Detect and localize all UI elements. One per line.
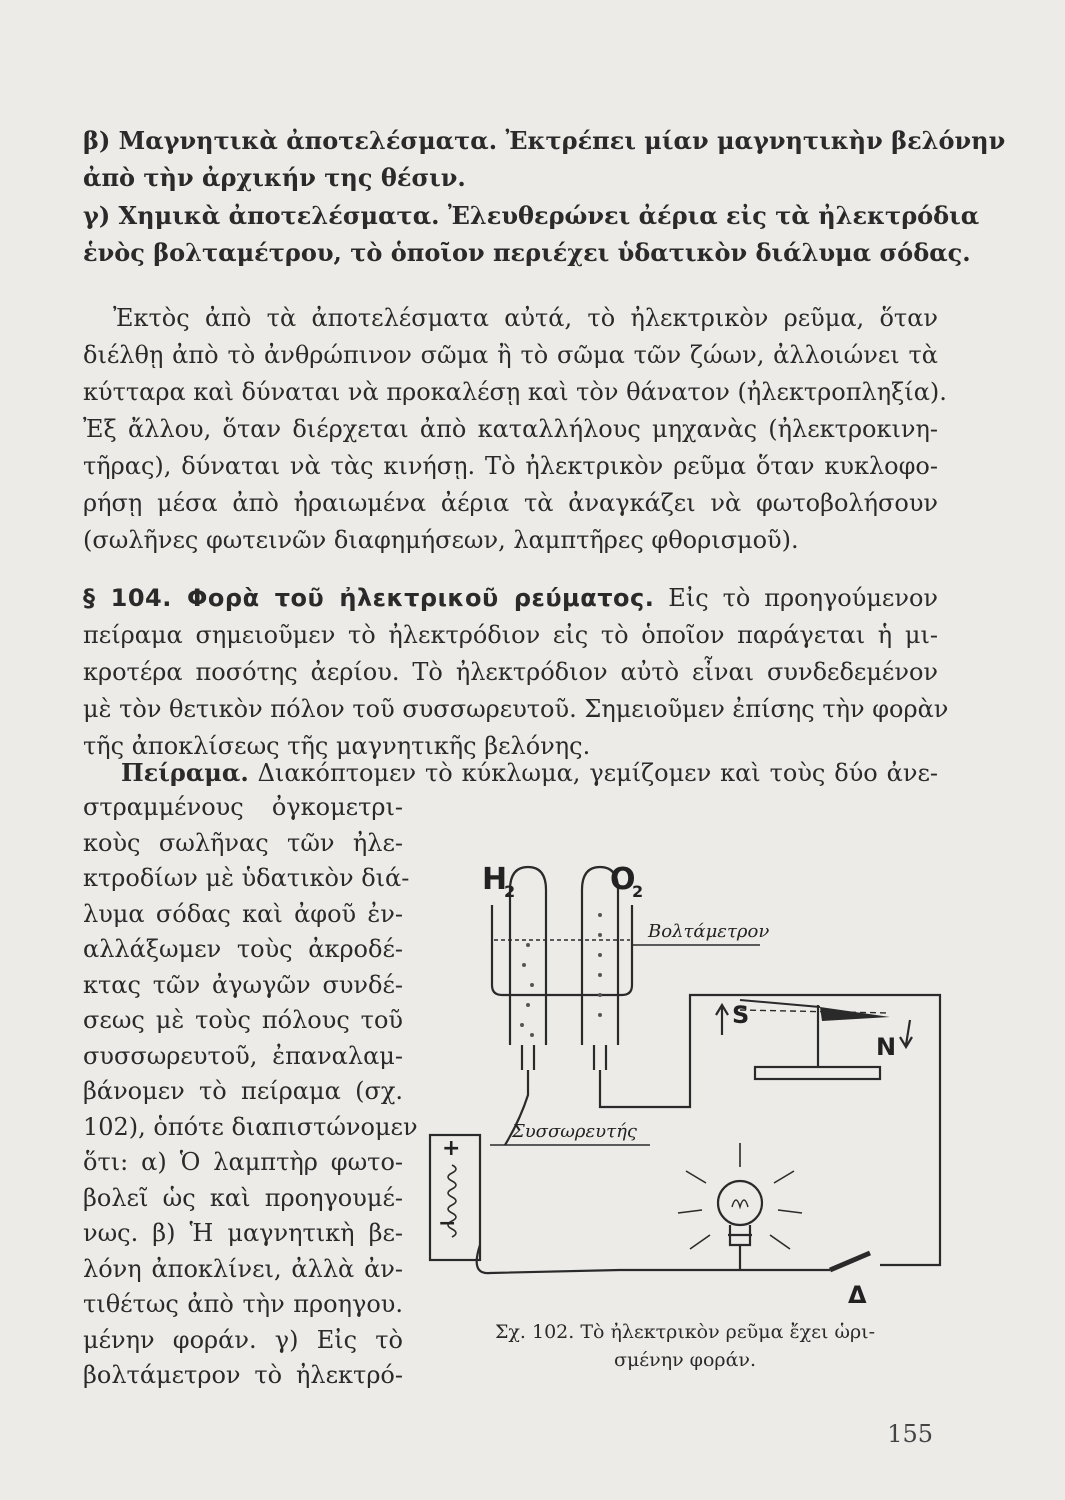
- switch-lever: [830, 1253, 870, 1270]
- caption-line: σμένην φοράν.: [613, 1349, 757, 1371]
- text-line: κτροδίων μὲ ὑδατικὸν διά-: [83, 864, 410, 892]
- lamp-rays: [678, 1143, 802, 1249]
- h2-electrode: [522, 1045, 534, 1070]
- text-line: τῆς ἀποκλίσεως τῆς μαγνητικῆς βελόνης.: [83, 732, 591, 760]
- text-line: τῆρας), δύναται νὰ τὰς κινήσῃ. Τὸ ἠλεκτρικὸν ρεῦμα ὅταν κυκλοφο-: [83, 452, 938, 480]
- heading-continuation: Εἰς τὸ προηγούμενον: [668, 584, 938, 612]
- text-line: ἑνὸς βολταμέτρου, τὸ ὁποῖον περιέχει ὑδατικὸν διάλυμα σόδας.: [83, 238, 971, 267]
- wire-bottom: [477, 1245, 830, 1273]
- lamp-base: [728, 1225, 752, 1245]
- text-line: στραμμένους ὀγκομετρι-: [83, 793, 403, 821]
- text-line: συσσωρευτοῦ, ἐπαναλαμ-: [83, 1041, 403, 1070]
- caption-line: Σχ. 102. Τὸ ἠλεκτρικὸν ρεῦμα ἔχει ὡρι-: [494, 1321, 876, 1343]
- text-line: αλλάξωμεν τοὺς ἀκροδέ-: [83, 935, 403, 963]
- text-line: κύτταρα καὶ δύναται νὰ προκαλέσῃ καὶ τὸν θάνατον (ἠλεκτροπληξία).: [83, 378, 947, 406]
- positive-pole-label: +: [442, 1136, 461, 1161]
- o2-label: O: [610, 862, 636, 897]
- experiment-intro: [83, 754, 938, 792]
- text-line: πείραμα σημειοῦμεν τὸ ἠλεκτρόδιον εἰς τὸ ὁποῖον παράγεται ἡ μι-: [83, 621, 938, 649]
- text-line: ὅτι: α) Ὁ λαμπτὴρ φωτο-: [83, 1148, 403, 1176]
- section-104: [83, 580, 949, 765]
- paragraph-chemical-effects: [83, 197, 980, 271]
- text-line: τιθέτως ἀπὸ τὴν προηγου.: [83, 1290, 403, 1318]
- h2-tube: [510, 867, 546, 1045]
- text-line: σεως μὲ τοὺς πόλους τοῦ: [83, 1006, 403, 1034]
- accumulator-label: Συσσωρευτής: [512, 1121, 637, 1142]
- circuit-diagram: [410, 845, 950, 1305]
- compass-base: [755, 1067, 880, 1079]
- needle-south-half: [740, 1000, 820, 1007]
- text-line: βολτάμετρον τὸ ἠλεκτρό-: [83, 1361, 403, 1389]
- text-line: (σωλῆνες φωτεινῶν διαφημήσεων, λαμπτῆρες φθορισμοῦ).: [83, 526, 799, 554]
- text-line: διέλθῃ ἀπὸ τὸ ἀνθρώπινον σῶμα ἢ τὸ σῶμα τῶν ζώων, ἀλλοιώνει τὰ: [83, 341, 938, 369]
- lamp-filament: [732, 1200, 748, 1207]
- experiment-label: Πείραμα.: [121, 758, 249, 787]
- needle-previous: [740, 1010, 890, 1013]
- text-line: β) Μαγνητικὰ ἀποτελέσματα. Ἐκτρέπει μίαν μαγνητικὴν βελόνην: [83, 126, 1006, 155]
- text-line: Ἐκτὸς ἀπὸ τὰ ἀποτελέσματα αὐτά, τὸ ἠλεκτρικὸν ρεῦμα, ὅταν: [113, 304, 938, 332]
- h2-subscript: 2: [504, 882, 516, 901]
- paragraph-magnetic-effects: [83, 122, 1006, 196]
- voltameter-label: Βολτάμετρον: [648, 921, 770, 942]
- text-line: ἀπὸ τὴν ἀρχικήν της θέσιν.: [83, 163, 466, 192]
- text-line: γ) Χημικὰ ἀποτελέσματα. Ἐλευθερώνει ἀέρια εἰς τὰ ἠλεκτρόδια: [83, 201, 980, 230]
- text-line: Ἐξ ἄλλου, ὅταν διέρχεται ἀπὸ καταλλήλους μηχανὰς (ἠλεκτροκινη-: [83, 415, 938, 443]
- text-line: μὲ τὸν θετικὸν πόλον τοῦ συσσωρευτοῦ. Σημειοῦμεν ἐπίσης τὴν φορὰν: [83, 695, 949, 723]
- text-line: νως. β) Ἡ μαγνητικὴ βε-: [83, 1219, 403, 1247]
- h2-label: H: [482, 862, 508, 897]
- text-line: κτας τῶν ἀγωγῶν συνδέ-: [83, 970, 403, 999]
- needle-north-half: [820, 1007, 890, 1021]
- voltameter-vessel: [492, 905, 632, 995]
- text-line: ρήσῃ μέσα ἀπὸ ἠραιωμένα ἀέρια τὰ ἀναγκάζει νὰ φωτοβολήσουν: [83, 489, 938, 517]
- rotation-arrow-left: [716, 1005, 728, 1035]
- compass-south-label: S: [732, 1001, 750, 1029]
- compass-north-label: N: [876, 1033, 897, 1061]
- text-line: [83, 580, 938, 617]
- section-heading: § 104. Φορὰ τοῦ ἠλεκτρικοῦ ρεύματος.: [83, 584, 655, 612]
- text-line: 102), ὁπότε διαπιστώνομεν: [83, 1112, 418, 1141]
- text-line: βάνομεν τὸ πείραμα (σχ.: [83, 1077, 403, 1105]
- rotation-arrow-right: [900, 1020, 912, 1047]
- figure-caption: [440, 1318, 930, 1374]
- experiment-text: Διακόπτομεν τὸ κύκλωμα, γεμίζομεν καὶ τοὺς δύο ἀνε-: [257, 759, 938, 787]
- o2-subscript: 2: [632, 882, 644, 901]
- text-line: μένην φοράν. γ) Εἰς τὸ: [83, 1325, 403, 1354]
- paragraph-other-effects: [83, 300, 947, 559]
- text-line: κροτέρα ποσότης ἀερίου. Τὸ ἠλεκτρόδιον αὐτὸ εἶναι συνδεδεμένον: [83, 658, 938, 686]
- lamp-bulb: [718, 1181, 762, 1225]
- text-line: κοὺς σωλῆνας τῶν ἠλε-: [83, 828, 403, 857]
- negative-pole-label: −: [438, 1211, 457, 1236]
- experiment-column: [83, 790, 418, 1394]
- page-number: 155: [887, 1420, 933, 1448]
- text-line: λόνη ἀποκλίνει, ἀλλὰ ἀν-: [83, 1254, 403, 1283]
- gas-bubbles: [520, 913, 602, 1037]
- o2-electrode: [594, 1045, 606, 1070]
- text-line: λυμα σόδας καὶ ἀφοῦ ἐν-: [83, 899, 403, 928]
- switch-label: Δ: [848, 1281, 867, 1305]
- text-line: βολεῖ ὡς καὶ προηγουμέ-: [83, 1183, 403, 1212]
- text-line: [83, 754, 938, 792]
